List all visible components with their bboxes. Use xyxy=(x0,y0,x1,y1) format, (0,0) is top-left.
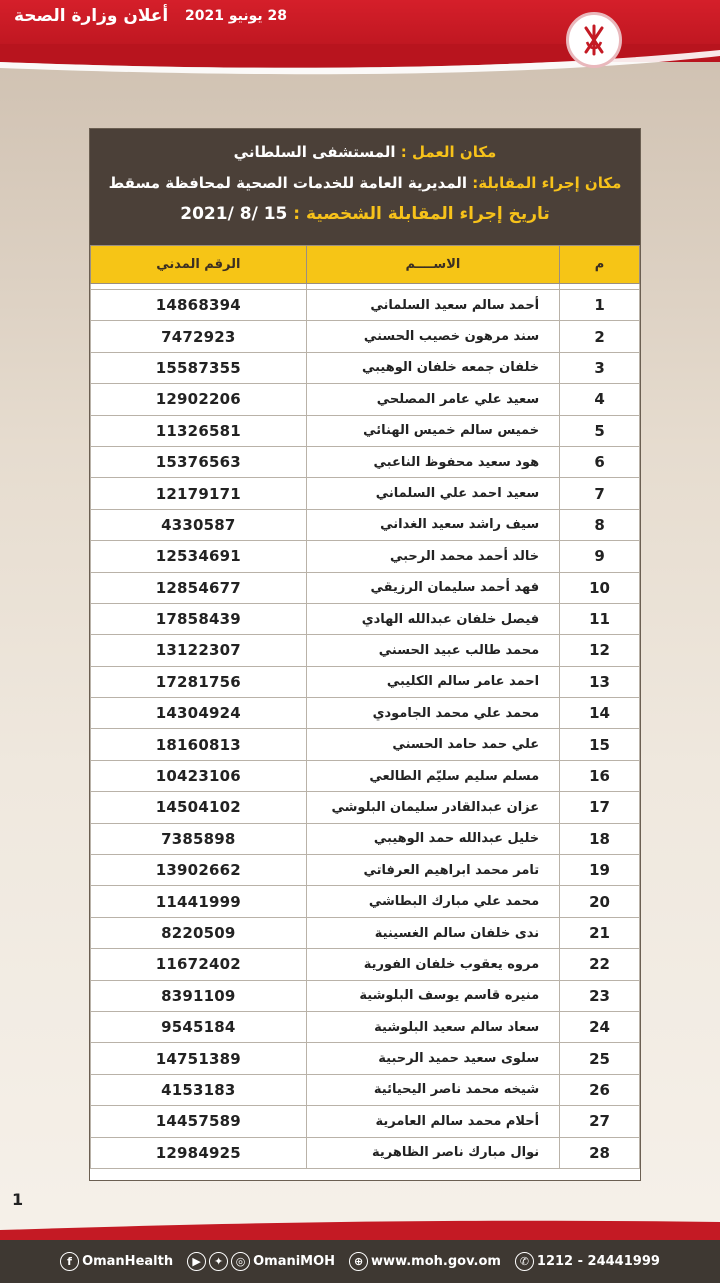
row-name: ندى خلفان سالم الغسينية xyxy=(306,917,559,948)
work-place-line xyxy=(90,137,640,168)
row-index: 13 xyxy=(560,666,640,697)
row-name: سلوى سعيد حميد الرحبية xyxy=(306,1043,559,1074)
column-header-name: الاســــم xyxy=(306,246,559,284)
row-index: 12 xyxy=(560,635,640,666)
table-row xyxy=(91,478,640,509)
table-row xyxy=(91,1011,640,1042)
row-civil-number: 12902206 xyxy=(91,384,307,415)
table-row xyxy=(91,509,640,540)
row-civil-number: 8220509 xyxy=(91,917,307,948)
table-row xyxy=(91,1043,640,1074)
work-place-value: المستشفى السلطاني xyxy=(233,143,396,161)
emblem-icon xyxy=(566,12,622,68)
row-index: 2 xyxy=(560,321,640,352)
row-name: محمد طالب عبيد الحسني xyxy=(306,635,559,666)
table-row xyxy=(91,729,640,760)
row-name: عزان عبدالقادر سليمان البلوشي xyxy=(306,792,559,823)
row-civil-number: 11326581 xyxy=(91,415,307,446)
row-civil-number: 14457589 xyxy=(91,1106,307,1137)
row-index: 20 xyxy=(560,886,640,917)
row-index: 19 xyxy=(560,855,640,886)
table-row xyxy=(91,635,640,666)
facebook-handle: OmanHealth xyxy=(82,1254,174,1269)
row-civil-number: 15376563 xyxy=(91,446,307,477)
row-civil-number: 18160813 xyxy=(91,729,307,760)
row-name: سعيد احمد علي السلماني xyxy=(306,478,559,509)
row-civil-number: 8391109 xyxy=(91,980,307,1011)
row-civil-number: 14504102 xyxy=(91,792,307,823)
row-civil-number: 12984925 xyxy=(91,1137,307,1168)
row-index: 22 xyxy=(560,949,640,980)
row-index: 24 xyxy=(560,1011,640,1042)
row-name: فهد أحمد سليمان الرزيقي xyxy=(306,572,559,603)
table-row xyxy=(91,698,640,729)
row-civil-number: 12179171 xyxy=(91,478,307,509)
table-row xyxy=(91,1106,640,1137)
row-civil-number: 14868394 xyxy=(91,290,307,321)
phone-icon: ✆ xyxy=(515,1252,534,1271)
row-name: احمد عامر سالم الكليبي xyxy=(306,666,559,697)
website-link[interactable] xyxy=(349,1252,501,1271)
row-name: سيف راشد سعيد الغداني xyxy=(306,509,559,540)
row-civil-number: 13902662 xyxy=(91,855,307,886)
twitter-icon: ✦ xyxy=(209,1252,228,1271)
announcement-title: أعلان وزارة الصحة xyxy=(14,6,169,26)
interview-place-value: المديرية العامة للخدمات الصحية لمحافظة مسقط xyxy=(108,174,468,192)
row-civil-number: 11672402 xyxy=(91,949,307,980)
table-row xyxy=(91,886,640,917)
phone-number: 1212 - 24441999 xyxy=(536,1254,660,1269)
row-name: أحمد سالم سعيد السلماني xyxy=(306,290,559,321)
row-civil-number: 12534691 xyxy=(91,541,307,572)
row-index: 7 xyxy=(560,478,640,509)
row-name: خليل عبدالله حمد الوهيبي xyxy=(306,823,559,854)
row-index: 16 xyxy=(560,760,640,791)
row-index: 26 xyxy=(560,1074,640,1105)
row-index: 3 xyxy=(560,352,640,383)
interview-date-line xyxy=(90,199,640,230)
table-row xyxy=(91,603,640,634)
table-row xyxy=(91,760,640,791)
row-index: 17 xyxy=(560,792,640,823)
row-index: 21 xyxy=(560,917,640,948)
interview-place-line xyxy=(90,168,640,199)
row-name: فيصل خلفان عبدالله الهادي xyxy=(306,603,559,634)
page-number: 1 xyxy=(12,1190,24,1209)
row-name: سعاد سالم سعيد البلوشية xyxy=(306,1011,559,1042)
row-civil-number: 15587355 xyxy=(91,352,307,383)
row-civil-number: 9545184 xyxy=(91,1011,307,1042)
row-civil-number: 17281756 xyxy=(91,666,307,697)
table-row xyxy=(91,541,640,572)
row-civil-number: 14304924 xyxy=(91,698,307,729)
interview-date-label: تاريخ إجراء المقابلة الشخصية : xyxy=(293,204,550,224)
row-civil-number: 10423106 xyxy=(91,760,307,791)
work-place-label: مكان العمل : xyxy=(400,143,497,161)
row-name: مروه يعقوب خلفان الفورية xyxy=(306,949,559,980)
row-index: 18 xyxy=(560,823,640,854)
globe-icon: ⊕ xyxy=(349,1252,368,1271)
row-index: 15 xyxy=(560,729,640,760)
table-row xyxy=(91,1074,640,1105)
table-row xyxy=(91,290,640,321)
table-row xyxy=(91,1137,640,1168)
table-row xyxy=(91,917,640,948)
table-row xyxy=(91,855,640,886)
row-index: 5 xyxy=(560,415,640,446)
row-civil-number: 7385898 xyxy=(91,823,307,854)
row-civil-number: 14751389 xyxy=(91,1043,307,1074)
facebook-icon: f xyxy=(60,1252,79,1271)
table-row xyxy=(91,572,640,603)
row-name: مسلم سليم سليّم الطالعي xyxy=(306,760,559,791)
interview-date-value: 15 /8 /2021 xyxy=(180,204,288,224)
footer-bar xyxy=(0,1240,720,1283)
row-civil-number: 7472923 xyxy=(91,321,307,352)
interview-place-label: مكان إجراء المقابلة: xyxy=(472,174,622,192)
row-name: هود سعيد محفوظ الناعبي xyxy=(306,446,559,477)
row-name: تامر محمد ابراهيم العرفاتي xyxy=(306,855,559,886)
row-civil-number: 12854677 xyxy=(91,572,307,603)
website-url: www.moh.gov.om xyxy=(371,1254,501,1269)
row-name: محمد علي محمد الجامودي xyxy=(306,698,559,729)
row-index: 23 xyxy=(560,980,640,1011)
announcement-date: 28 يونيو 2021 xyxy=(185,8,287,24)
row-name: نوال مبارك ناصر الظاهرية xyxy=(306,1137,559,1168)
youtube-icon: ▶ xyxy=(187,1252,206,1271)
card-header xyxy=(90,129,640,245)
row-index: 9 xyxy=(560,541,640,572)
column-header-index: م xyxy=(560,246,640,284)
social-links[interactable] xyxy=(187,1252,335,1271)
table-row xyxy=(91,352,640,383)
row-index: 27 xyxy=(560,1106,640,1137)
table-row xyxy=(91,666,640,697)
row-index: 1 xyxy=(560,290,640,321)
table-row xyxy=(91,321,640,352)
row-name: سعيد علي عامر المصلحي xyxy=(306,384,559,415)
ministry-logo xyxy=(560,12,710,74)
row-index: 14 xyxy=(560,698,640,729)
row-civil-number: 17858439 xyxy=(91,603,307,634)
table-header-row xyxy=(91,246,640,284)
row-index: 6 xyxy=(560,446,640,477)
row-index: 25 xyxy=(560,1043,640,1074)
table-row xyxy=(91,446,640,477)
table-row xyxy=(91,949,640,980)
table-row xyxy=(91,792,640,823)
row-index: 4 xyxy=(560,384,640,415)
table-row xyxy=(91,823,640,854)
row-index: 28 xyxy=(560,1137,640,1168)
table-row xyxy=(91,980,640,1011)
row-name: علي حمد حامد الحسني xyxy=(306,729,559,760)
row-name: خلفان جمعه خلفان الوهيبي xyxy=(306,352,559,383)
facebook-link[interactable] xyxy=(60,1252,173,1271)
table-row xyxy=(91,415,640,446)
row-civil-number: 4330587 xyxy=(91,509,307,540)
candidates-card xyxy=(89,128,641,1181)
table-body xyxy=(91,284,640,1169)
row-name: سند مرهون خصيب الحسني xyxy=(306,321,559,352)
social-handle: OmaniMOH xyxy=(253,1254,336,1269)
instagram-icon: ◎ xyxy=(231,1252,250,1271)
row-index: 8 xyxy=(560,509,640,540)
row-index: 10 xyxy=(560,572,640,603)
row-name: شيخه محمد ناصر اليحيائية xyxy=(306,1074,559,1105)
candidates-table xyxy=(90,245,640,1169)
row-name: منيره قاسم يوسف البلوشية xyxy=(306,980,559,1011)
row-name: محمد علي مبارك البطاشي xyxy=(306,886,559,917)
row-civil-number: 11441999 xyxy=(91,886,307,917)
row-name: أحلام محمد سالم العامرية xyxy=(306,1106,559,1137)
row-civil-number: 13122307 xyxy=(91,635,307,666)
row-civil-number: 4153183 xyxy=(91,1074,307,1105)
column-header-civil: الرقم المدني xyxy=(91,246,307,284)
phone-link[interactable] xyxy=(515,1252,660,1271)
row-name: خالد أحمد محمد الرحبي xyxy=(306,541,559,572)
table-row xyxy=(91,384,640,415)
row-index: 11 xyxy=(560,603,640,634)
row-name: خميس سالم خميس الهنائي xyxy=(306,415,559,446)
